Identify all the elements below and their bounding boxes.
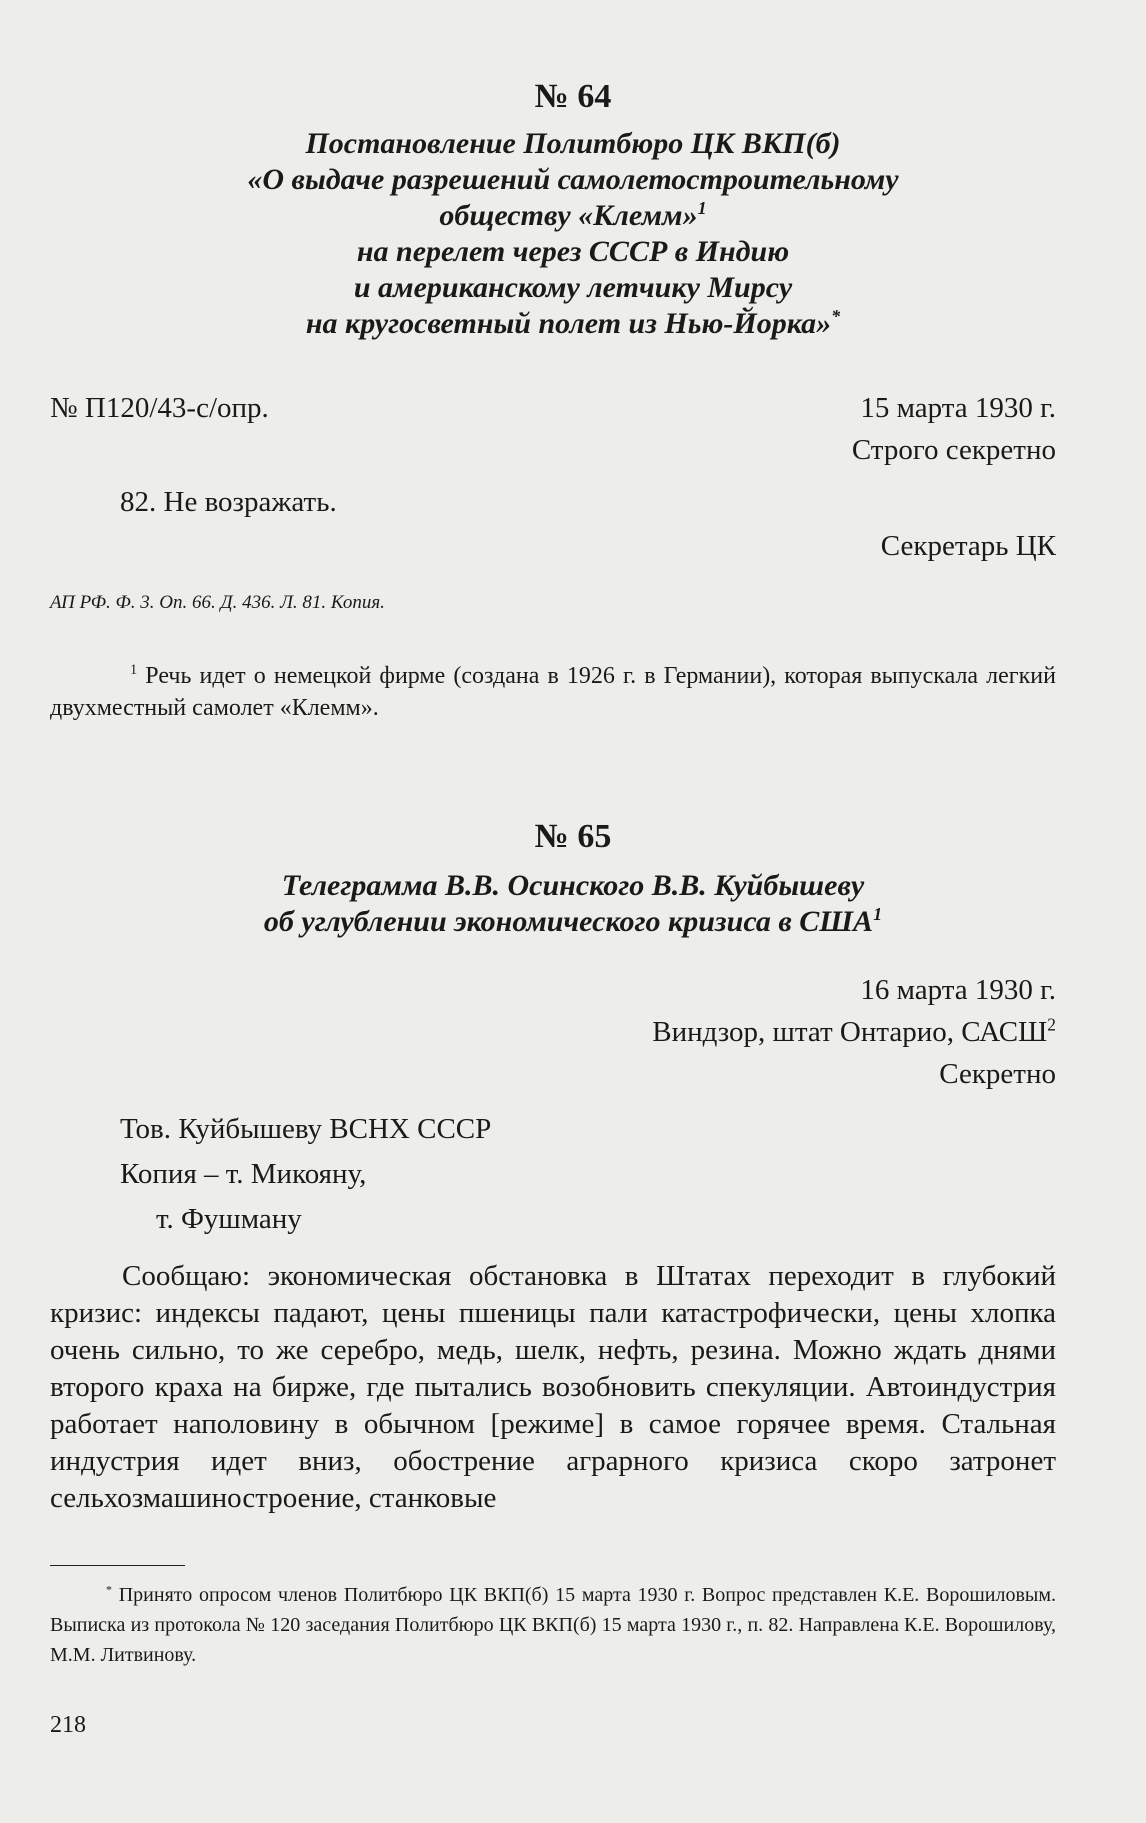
doc65-title-footnote-ref: 1 [873, 904, 883, 924]
doc65-addressee: Тов. Куйбышеву ВСНХ СССР [120, 1113, 492, 1145]
doc64-title-footnote-ref: 1 [697, 198, 707, 218]
doc64-title [120, 126, 1026, 342]
doc65-number: № 65 [534, 818, 612, 855]
doc65-copy-line-2: т. Фушману [156, 1203, 302, 1235]
doc65-place-footnote-ref: 2 [1047, 1014, 1056, 1035]
doc64-date: 15 марта 1930 г. [860, 392, 1056, 424]
doc64-title-line-6: на кругосветный полет из Нью-Йорка»* [305, 306, 841, 340]
doc65-date: 16 марта 1930 г. [860, 974, 1056, 1006]
doc65-place: Виндзор, штат Онтарио, САСШ$^2$ [652, 1014, 1056, 1048]
doc65-copy-line-1: Копия – т. Микояну, [120, 1158, 367, 1190]
doc64-title-line-2: «О выдаче разрешений самолетостроительному [247, 163, 899, 196]
doc64-footnote-mark: 1 [130, 662, 138, 678]
doc64-title-line-1: Постановление Политбюро ЦК ВКП(б) [305, 127, 841, 160]
doc64-title-asterisk-ref: * [831, 306, 841, 326]
doc65-title-line-1: Телеграмма В.В. Осинского В.В. Куйбышеву [281, 869, 865, 902]
doc64-title-line-4: на перелет через СССР в Индию [356, 235, 790, 268]
doc65-title-line-2: об углублении экономического кризиса в США$^1$ [263, 904, 883, 938]
doc64-signature: Секретарь ЦК [880, 530, 1056, 562]
doc64-reg-number: № П120/43-с/опр. [50, 392, 269, 424]
doc65-title [120, 868, 1026, 940]
doc64-decision: 82. Не возражать. [120, 486, 337, 518]
doc65-body: Сообщаю: экономическая обстановка в Штатах переходит в глубокий кризис: индексы падают, цены пшеницы пали катастрофически, цены хлопка очень сильно, то же серебро, медь, шелк, нефть, резина. Можно ждать днями второго краха на бирже, где пытались возобновить спекуляции. Автоиндустрия работает наполовину в обычном [режиме] в самое горячее время. Стальная индустрия идет вниз, обострение аграрного кризиса скоро затронет сельхозмашиностроение, станковые [50, 1260, 1056, 1514]
doc65-secrecy: Секретно [939, 1058, 1056, 1090]
doc64-footnote [50, 660, 1056, 724]
doc64-secrecy: Строго секретно [851, 434, 1056, 466]
page-number: 218 [50, 1712, 86, 1738]
doc64-title-line-5: и американскому летчику Мирсу [353, 271, 793, 304]
doc64-footnote-text: Речь идет о немецкой фирме (создана в 1926 г. в Германии), которая выпускала легкий двухместный самолет «Клемм». [50, 663, 1056, 721]
doc64-archive-ref: АП РФ. Ф. 3. Оп. 66. Д. 436. Л. 81. Копия. [50, 592, 385, 613]
page-footnote-text: Принято опросом членов Политбюро ЦК ВКП(б) 15 марта 1930 г. Вопрос представлен К.Е. Ворошиловым. Выписка из протокола № 120 заседания Политбюро ЦК ВКП(б) 15 марта 1930 г., п. 82. Направлена К.Е. Ворошилову, М.М. Литвинову. [50, 1584, 1056, 1666]
page-footnote-mark: * [106, 1582, 112, 1597]
footnote-divider [50, 1565, 185, 1566]
doc64-number: № 64 [534, 78, 612, 115]
page-footnote [50, 1580, 1056, 1670]
doc64-title-line-3: обществу «Клемм»$^1$ [439, 198, 707, 232]
